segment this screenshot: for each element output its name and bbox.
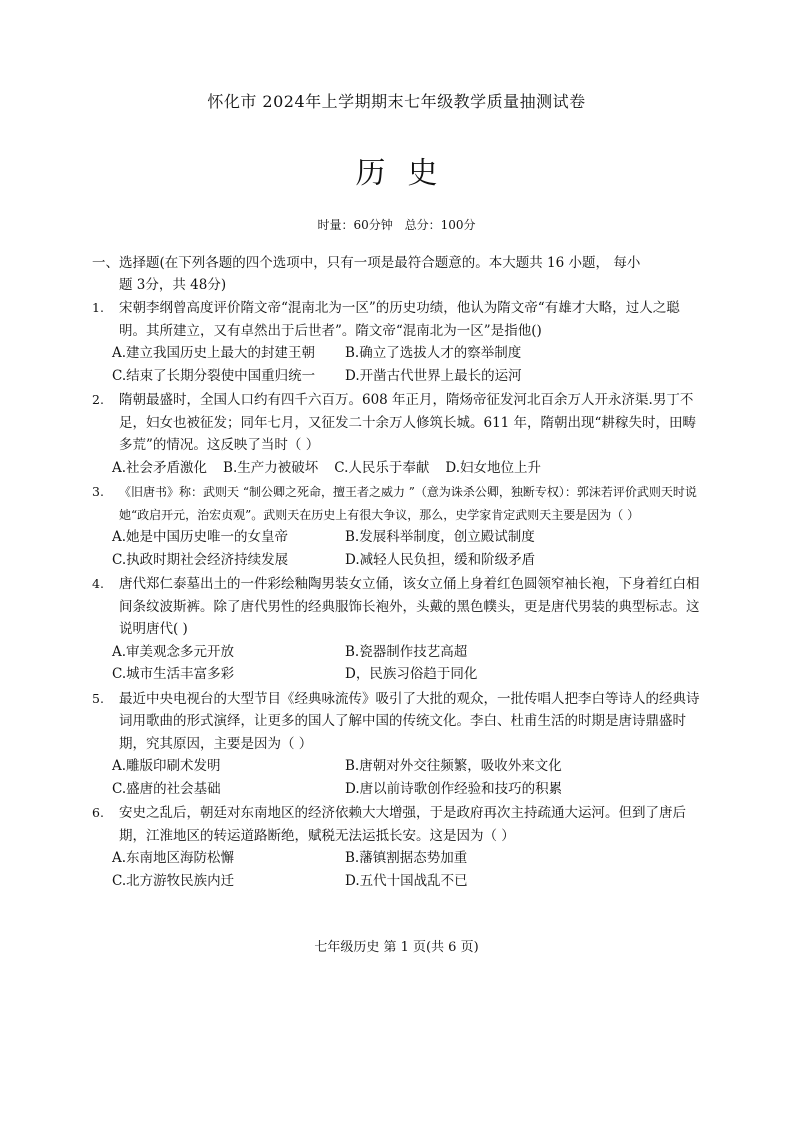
option-d: D.减轻人民负担，缓和阶级矛盾 bbox=[345, 551, 536, 568]
option-c: C.城市生活丰富多彩 bbox=[112, 666, 235, 682]
options bbox=[92, 457, 702, 480]
option-b: B.生产力被破坏 bbox=[223, 459, 319, 476]
question-number: 1. bbox=[92, 300, 104, 315]
question-4 bbox=[92, 573, 702, 686]
options bbox=[92, 526, 702, 571]
option-d: D.开凿古代世界上最长的运河 bbox=[345, 367, 522, 384]
option-a: A.社会矛盾激化 bbox=[112, 459, 208, 476]
question-number: 3. bbox=[92, 484, 104, 499]
option-d: D.五代十国战乱不已 bbox=[345, 872, 468, 889]
option-b: B.确立了选拔人才的察举制度 bbox=[345, 345, 522, 361]
question-stem: 《旧唐书》称：武则天 “制公卿之死命，擅王者之威力 ”（意为诛杀公卿，独断专权）：郭沫若评价武则天时说她“政启开元，治宏贞观”。武则天在历史上有很大争议，那么，史学家肯定武则天主要是因为（ ） bbox=[119, 485, 697, 522]
question-1 bbox=[92, 297, 702, 387]
option-d: D.唐以前诗歌创作经验和技巧的积累 bbox=[345, 780, 563, 797]
option-d: D.妇女地位上升 bbox=[445, 459, 542, 476]
option-a: A.建立我国历史上最大的封建王朝 bbox=[112, 345, 316, 361]
subject-title: 历史 bbox=[355, 156, 460, 191]
question-stem: 唐代郑仁泰墓出土的一件彩绘釉陶男装女立俑，该女立俑上身着红色圆领窄袖长袍，下身着红白相间条纹波斯裤。除了唐代男性的经典服饰长袍外，头戴的黑色幞头，更是唐代男装的典型标志。这说明唐代( ) bbox=[119, 576, 700, 637]
options bbox=[92, 847, 702, 892]
option-a: A.审美观念多元开放 bbox=[112, 643, 235, 660]
exam-title: 怀化市 2024年上学期期末七年级教学质量抽测试卷 bbox=[207, 92, 586, 111]
exam-time: 时量：60分钟 bbox=[317, 218, 393, 232]
option-b: B.藩镇割据态势加重 bbox=[345, 850, 468, 866]
option-c: C.盛唐的社会基础 bbox=[112, 780, 221, 797]
section-heading bbox=[92, 252, 692, 296]
question-number: 2. bbox=[92, 392, 104, 407]
option-a: A.东南地区海防松懈 bbox=[112, 850, 235, 866]
option-d: D，民族习俗趋于同化 bbox=[345, 666, 478, 682]
exam-meta bbox=[0, 216, 793, 233]
option-b: B.唐朝对外交往频繁，吸收外来文化 bbox=[345, 758, 562, 774]
question-stem: 宋朝李纲曾高度评价隋文帝“混南北为一区”的历史功绩，他认为隋文帝“有雄才大略，过人之聪明。其所建立，又有卓然出于后世者”。隋文帝“混南北为一区”是指他() bbox=[119, 300, 680, 339]
question-6 bbox=[92, 802, 702, 892]
section-instruction-line2: 题 3分，共 48分) bbox=[119, 277, 227, 293]
question-list bbox=[92, 297, 702, 894]
option-a: A.雕版印刷术发明 bbox=[112, 758, 221, 774]
question-number: 5. bbox=[92, 690, 104, 706]
question-5 bbox=[92, 688, 702, 801]
section-instruction-line1: 一、选择题(在下列各题的四个选项中，只有一项是最符合题意的。本大题共 16 小题， 每小 bbox=[92, 255, 641, 271]
option-a: A.她是中国历史唯一的女皇帝 bbox=[112, 529, 289, 545]
option-b: B.发展科举制度，创立殿试制度 bbox=[345, 529, 535, 545]
options bbox=[92, 641, 702, 686]
question-number: 6. bbox=[92, 805, 104, 820]
options bbox=[92, 755, 702, 800]
question-stem: 隋朝最盛时，全国人口约有四千六百万。608 年正月，隋炀帝征发河北百余万人开永济渠.男丁不足，妇女也被征发；同年七月，又征发二十余万人修筑长城。611 年，隋朝出现“耕稼失时，田畴多荒”的情况。这反映了当时（ ） bbox=[119, 392, 696, 453]
option-c: C.执政时期社会经济持续发展 bbox=[112, 551, 289, 568]
option-c: C.人民乐于奉献 bbox=[334, 459, 430, 476]
question-3 bbox=[92, 481, 702, 571]
exam-total-score: 总分：100分 bbox=[404, 218, 476, 232]
options bbox=[92, 342, 702, 387]
option-c: C.北方游牧民族内迁 bbox=[112, 872, 235, 889]
question-stem: 最近中央电视台的大型节目《经典咏流传》吸引了大批的观众，一批传唱人把李白等诗人的经典诗词用歌曲的形式演绎，让更多的国人了解中国的传统文化。李白、杜甫生活的时期是唐诗鼎盛时期，究其原因，主要是因为（ ） bbox=[119, 690, 700, 752]
page-footer: 七年级历史 第 1 页(共 6 页) bbox=[314, 940, 479, 955]
option-b: B.瓷器制作技艺高超 bbox=[345, 643, 468, 660]
question-stem: 安史之乱后，朝廷对东南地区的经济依赖大大增强，于是政府再次主持疏通大运河。但到了唐后期，江淮地区的转运道路断绝，赋税无法运抵长安。这是因为（ ） bbox=[119, 805, 686, 844]
question-2 bbox=[92, 389, 702, 479]
question-number: 4. bbox=[92, 576, 104, 591]
option-c: C.结束了长期分裂使中国重归统一 bbox=[112, 367, 316, 384]
